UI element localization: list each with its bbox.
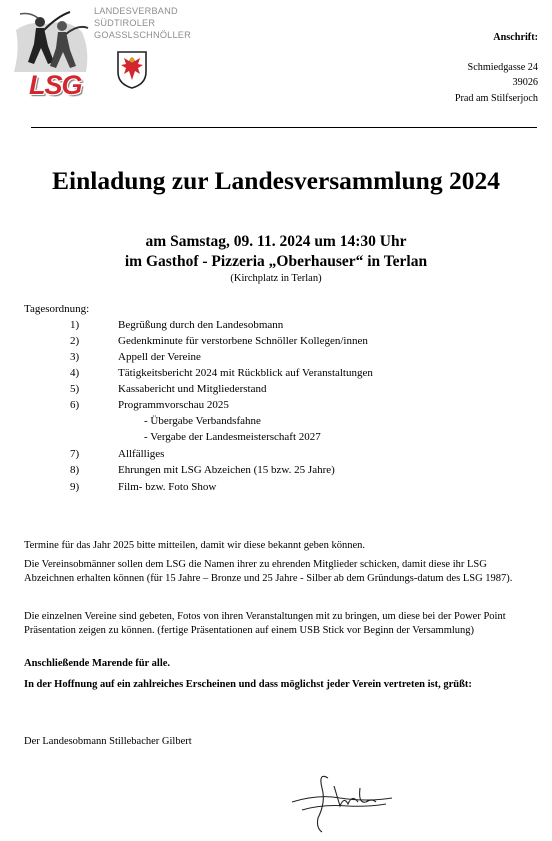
- logo-initials: LSG: [29, 70, 82, 100]
- agenda-item-number: 5): [70, 383, 80, 395]
- event-place: im Gasthof - Pizzeria „Oberhauser“ in Terlan: [124, 253, 428, 270]
- agenda-item-text: Begrüßung durch den Landesobmann: [118, 319, 284, 331]
- address-city: Prad am Stilfserjoch: [454, 92, 538, 104]
- paragraph-marende: Anschließende Marende für alle.: [24, 658, 171, 669]
- agenda-item-number: 9): [70, 481, 80, 493]
- agenda-heading: Tagesordnung:: [24, 303, 90, 315]
- address-block: [455, 30, 538, 106]
- address-street: Schmiedgasse 24: [467, 61, 538, 73]
- organization-name: [94, 5, 191, 41]
- address-label: Anschrift:: [493, 32, 538, 43]
- agenda-item-text: Gedenkminute für verstorbene Schnöller Kollegen/innen: [118, 335, 368, 347]
- agenda-subitem-text: - Vergabe der Landesmeisterschaft 2027: [144, 431, 321, 443]
- paragraph-dates: Termine für das Jahr 2025 bitte mitteilen, damit wir diese bekannt geben können.: [24, 540, 366, 551]
- document-title: Einladung zur Landesversammlung 2024: [52, 166, 500, 195]
- org-name-line-3: GOASSLSCHNÖLLER: [94, 30, 191, 40]
- address-zip: 39026: [512, 77, 538, 88]
- paragraph-photos: Die einzelnen Vereine sind gebeten, Fotos von ihren Veranstaltungen mit zu bringen, um diese bei der Power Point Präsentation zeigen zu können. (fertige Präsentationen auf einem USB Stick vor Beginn der Versammlung): [24, 611, 506, 636]
- agenda-item-number: 7): [70, 448, 80, 460]
- agenda-item-number: 4): [70, 367, 80, 379]
- agenda-item-number: 8): [70, 464, 80, 476]
- agenda-item-number: 1): [70, 319, 80, 331]
- organization-logo: [10, 4, 191, 104]
- agenda-item-text: Ehrungen mit LSG Abzeichen (15 bzw. 25 Jahre): [118, 464, 335, 476]
- agenda-item-text: Programmvorschau 2025: [118, 399, 229, 411]
- agenda-item-text: Film- bzw. Foto Show: [118, 481, 217, 493]
- paragraph-honors: Die Vereinsobmänner sollen dem LSG die Namen ihrer zu ehrenden Mitglieder schicken, damit diese ihr LSG Abzeichnen erhalten können (für 15 Jahre – Bronze und 25 Jahre - Silber ab dem Gründungs-datum des LSG 1987).: [24, 559, 513, 584]
- agenda-item-text: Kassabericht und Mitgliederstand: [118, 383, 267, 395]
- agenda-item-text: Appell der Vereine: [118, 351, 201, 363]
- event-date: am Samstag, 09. 11. 2024 um 14:30 Uhr: [145, 233, 407, 250]
- paragraph-greeting: In der Hoffnung auf ein zahlreiches Erscheinen und dass möglichst jeder Verein vertreten ist, grüßt:: [24, 679, 472, 690]
- agenda-item-number: 3): [70, 351, 80, 363]
- org-name-line-2: SÜDTIROLER: [94, 18, 156, 28]
- agenda-item-number: 6): [70, 399, 80, 411]
- agenda-item-text: Tätigkeitsbericht 2024 mit Rückblick auf Veranstaltungen: [118, 367, 373, 379]
- agenda-item-number: 2): [70, 335, 80, 347]
- tyrol-eagle-crest-icon: [116, 50, 148, 90]
- event-place-note: (Kirchplatz in Terlan): [230, 273, 322, 284]
- org-name-line-1: LANDESVERBAND: [94, 6, 178, 16]
- event-details: [0, 232, 552, 272]
- header-divider: [31, 127, 537, 128]
- closing-signatory: Der Landesobmann Stillebacher Gilbert: [24, 736, 192, 747]
- agenda-item-text: Allfälliges: [118, 448, 165, 460]
- agenda-subitem-text: - Übergabe Verbandsfahne: [144, 415, 261, 427]
- handwritten-signature: [288, 758, 398, 836]
